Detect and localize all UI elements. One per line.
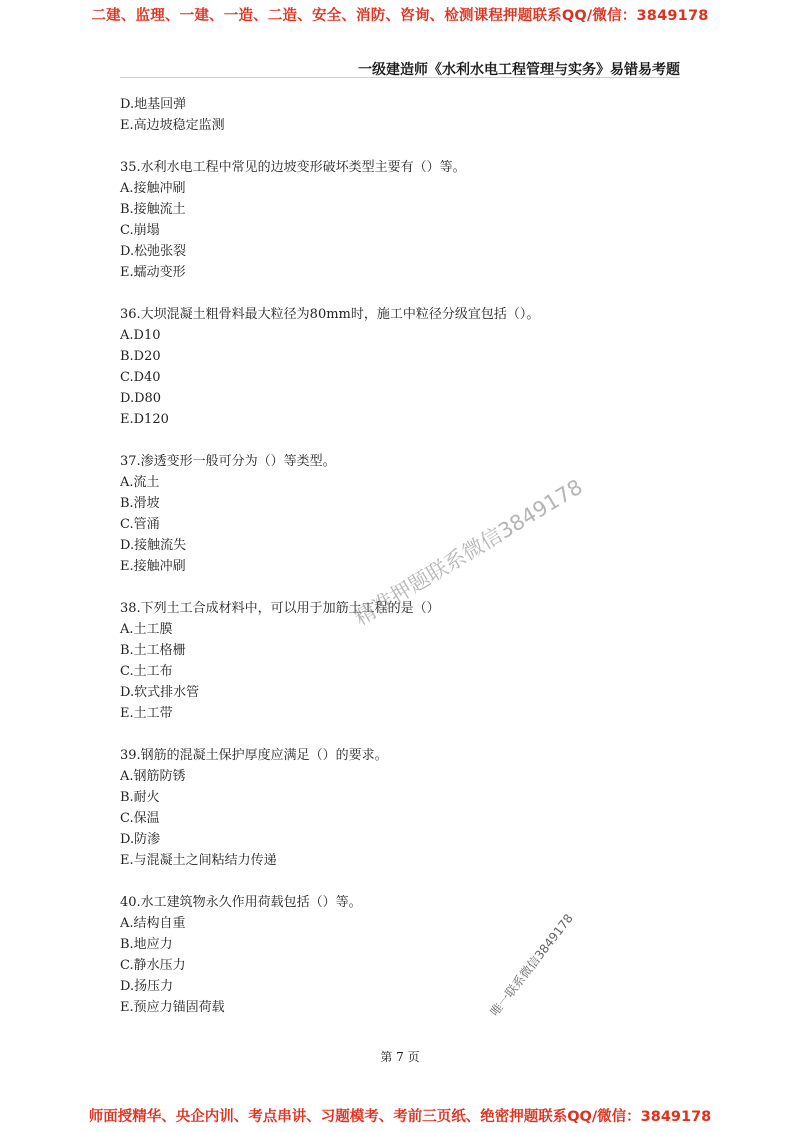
question-38 — [120, 598, 690, 724]
document-header-title: 一级建造师《水利水电工程管理与实务》易错易考题 — [358, 62, 680, 78]
option-item: B.D20 — [120, 349, 161, 364]
option-item: E.接触冲刷 — [120, 559, 186, 574]
option-item: E.蠕动变形 — [120, 265, 186, 280]
option-item: C.保温 — [120, 811, 160, 826]
question-37 — [120, 451, 690, 577]
question-39 — [120, 745, 690, 871]
page-number: 第 7 页 — [380, 1050, 420, 1064]
option-item: B.土工格栅 — [120, 643, 186, 658]
option-item: A.钢筋防锈 — [120, 769, 186, 784]
option-item: D.扬压力 — [120, 979, 174, 994]
option-item: B.滑坡 — [120, 496, 160, 511]
header-divider — [120, 77, 680, 78]
option-item: E.与混凝土之间粘结力传递 — [120, 853, 277, 868]
question-stem: 36.大坝混凝土粗骨料最大粒径为80mm时，施工中粒径分级宜包括（）。 — [120, 307, 540, 322]
bottom-banner: 师面授精华、央企内训、考点串讲、习题模考、考前三页纸、绝密押题联系QQ/微信：3849178 — [88, 1109, 712, 1125]
option-item: D.松弛张裂 — [120, 244, 187, 259]
option-item: E.D120 — [120, 412, 169, 427]
watermark-main: 精准押题联系微信3849178 — [350, 474, 587, 631]
option-item: C.管涌 — [120, 517, 160, 532]
question-36 — [120, 304, 690, 430]
question-stem: 40.水工建筑物永久作用荷载包括（）等。 — [120, 895, 362, 910]
option-item: A.结构自重 — [120, 916, 186, 931]
question-list — [120, 94, 690, 1018]
question-stem: 39.钢筋的混凝土保护厚度应满足（）的要求。 — [120, 748, 388, 763]
option-item: D.软式排水管 — [120, 685, 200, 700]
option-item: B.接触流土 — [120, 202, 186, 217]
option-item: B.耐火 — [120, 790, 160, 805]
option-item: D.防渗 — [120, 832, 161, 847]
option-item: C.土工布 — [120, 664, 173, 679]
option-item: D.接触流失 — [120, 538, 187, 553]
carryover-options — [120, 94, 690, 136]
question-stem: 35.水利水电工程中常见的边坡变形破坏类型主要有（）等。 — [120, 160, 466, 175]
option-item: A.土工膜 — [120, 622, 173, 637]
question-stem: 38.下列土工合成材料中，可以用于加筋土工程的是（） — [120, 601, 440, 616]
option-item: D.D80 — [120, 391, 162, 406]
option-item: C.崩塌 — [120, 223, 160, 238]
option-item: D.地基回弹 — [120, 97, 187, 112]
top-banner: 二建、监理、一建、一造、二造、安全、消防、咨询、检测课程押题联系QQ/微信：3849178 — [91, 8, 709, 24]
option-item: A.流土 — [120, 475, 160, 490]
option-item: C.静水压力 — [120, 958, 186, 973]
option-item: A.D10 — [120, 328, 161, 343]
option-item: A.接触冲刷 — [120, 181, 186, 196]
option-item: E.预应力锚固荷载 — [120, 1000, 225, 1015]
question-stem: 37.渗透变形一般可分为（）等类型。 — [120, 454, 336, 469]
option-item: E.土工带 — [120, 706, 173, 721]
option-item: C.D40 — [120, 370, 161, 385]
option-item: E.高边坡稳定监测 — [120, 118, 225, 133]
watermark-small: 唯一联系微信3849178 — [487, 911, 576, 1019]
question-35 — [120, 157, 690, 283]
option-item: B.地应力 — [120, 937, 173, 952]
question-40 — [120, 892, 690, 1018]
